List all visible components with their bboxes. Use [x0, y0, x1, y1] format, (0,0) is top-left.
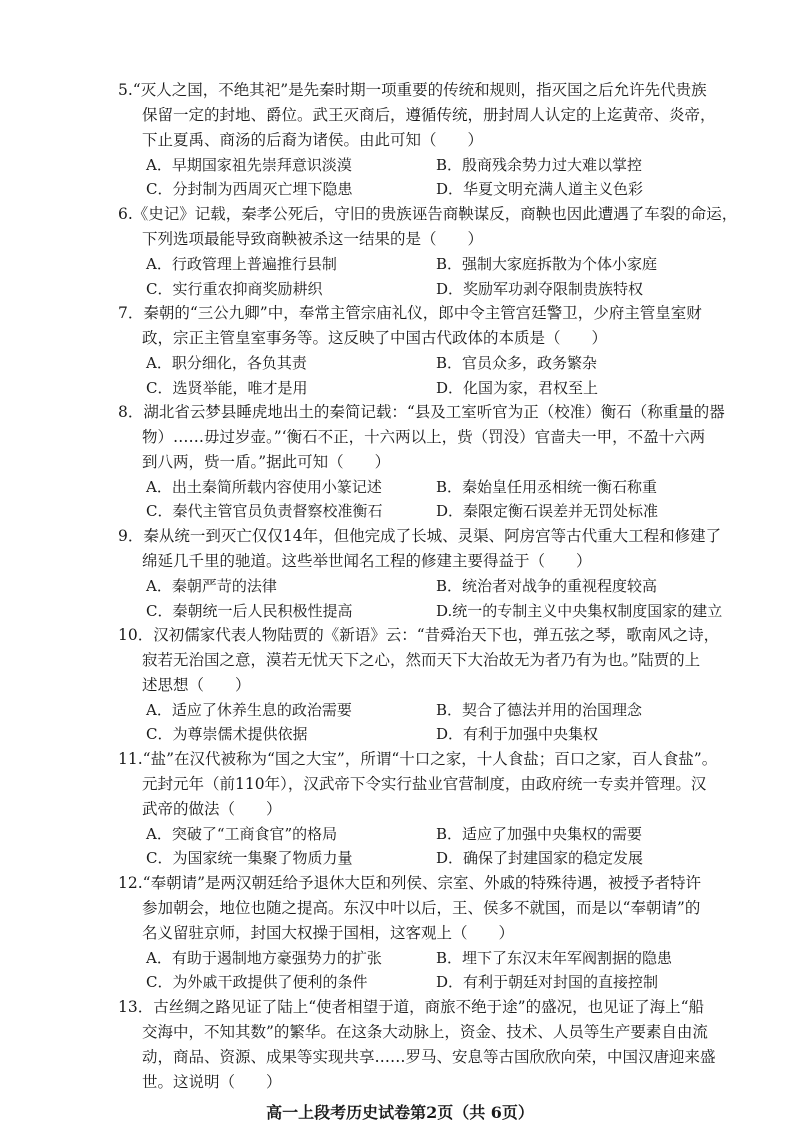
question-line: 物）……毋过岁壶。”‘衡石不正，十六两以上，赀（罚没）官啬夫一甲，不盈十六两: [142, 427, 706, 446]
question-line: 下列选项最能导致商鞅被杀这一结果的是（ ）: [142, 229, 484, 248]
option-a: A．突破了“工商食官”的格局: [146, 824, 338, 843]
option-a: A．秦朝严苛的法律: [146, 576, 277, 595]
option-row: [118, 179, 698, 199]
question-line: 交海中，不知其数”的繁华。在这条大动脉上，资金、技术、人员等生产要素自由流: [142, 1022, 708, 1041]
option-row: [118, 576, 698, 596]
option-b: B．适应了加强中央集权的需要: [436, 824, 643, 843]
question-8: [118, 402, 725, 526]
option-c: C．秦朝统一后人民积极性提高: [146, 601, 353, 620]
option-row: [118, 601, 723, 621]
option-d: D．华夏文明充满人道主义色彩: [436, 180, 644, 199]
option-a: A．早期国家祖先崇拜意识淡漠: [146, 155, 352, 174]
option-c: C．为外戚干政提供了便利的条件: [146, 973, 368, 992]
option-row: [118, 948, 698, 968]
option-d: D．化国为家，君权至上: [436, 378, 599, 397]
option-row: [118, 254, 698, 274]
question-line: 13．古丝绸之路见证了陆上“使者相望于道，商旅不绝于途”的盛况，也见证了海上“船: [118, 998, 704, 1016]
question-line: 元封元年（前110年），汉武帝下令实行盐业官营制度，由政府统一专卖并管理。汉: [142, 774, 707, 793]
option-row: [118, 279, 698, 299]
option-a: A．出土秦简所载内容使用小篆记述: [146, 477, 382, 496]
question-line: 6.《史记》记载，秦孝公死后，守旧的贵族诬告商鞅谋反，商鞅也因此遭遇了车裂的命运，: [118, 205, 738, 223]
option-b: B．殷商残余势力过大难以掌控: [436, 155, 643, 174]
option-d: D．秦限定衡石误差并无罚处标准: [436, 502, 659, 521]
option-a: A．行政管理上普遍推行县制: [146, 254, 337, 273]
question-line: 世。这说明（ ）: [142, 1072, 282, 1091]
question-line: 10．汉初儒家代表人物陆贾的《新语》云：“昔舜治天下也，弹五弦之琴，歌南风之诗，: [118, 626, 720, 644]
option-c: C．分封制为西周灭亡埋下隐患: [146, 180, 353, 199]
option-a: A．适应了休养生息的政治需要: [146, 700, 352, 719]
question-line: 武帝的做法（ ）: [142, 799, 282, 818]
option-c: C．为国家统一集聚了物质力量: [146, 849, 353, 868]
question-11: [118, 749, 718, 873]
question-line: 到八两，赀一盾。”据此可知（ ）: [142, 452, 391, 471]
option-row: [118, 155, 698, 175]
option-row: [118, 824, 698, 844]
option-b: B．埋下了东汉末年军阀割据的隐患: [436, 948, 673, 967]
option-row: [118, 501, 698, 521]
question-line: 9．秦从统一到灭亡仅仅14年，但他完成了长城、灵渠、阿房宫等古代重大工程和修建了: [118, 527, 722, 545]
option-row: [118, 724, 698, 744]
option-row: [118, 477, 698, 497]
option-c: C．秦代主管官员负责督察校准衡石: [146, 502, 383, 521]
option-c: C．为尊崇儒术提供依据: [146, 725, 308, 744]
question-5: [118, 80, 716, 204]
page-footer: 高一上段考历史试卷第2页（共 6页）: [266, 1103, 534, 1122]
question-line: 保留一定的封地、爵位。武王灭商后，遵循传统，册封周人认定的上迄黄帝、炎帝，: [142, 105, 716, 124]
question-line: 参加朝会，地位也随之提高。东汉中叶以后，王、侯多不就国，而是以“奉朝请”的: [142, 898, 701, 917]
question-line: 8．湖北省云梦县睡虎地出土的秦简记载：“县及工室听官为正（校准）衡石（称重量的器: [118, 403, 725, 421]
option-d: D．确保了封建国家的稳定发展: [436, 849, 644, 868]
question-line: 11.“盐”在汉代被称为“国之大宝”，所谓“十口之家，十人食盐；百口之家，百人食盐”。: [118, 750, 718, 768]
option-b: B．强制大家庭拆散为个体小家庭: [436, 254, 658, 273]
option-d: D．奖励军功剥夺限制贵族特权: [436, 279, 644, 298]
question-line: 寂若无治国之意，漠若无忧天下之心，然而天下大治故无为者乃有为也。”陆贾的上: [142, 650, 701, 669]
question-line: 动，商品、资源、成果等实现共享……罗马、安息等古国欣欣向荣，中国汉唐迎来盛: [142, 1047, 716, 1066]
option-d: D.统一的专制主义中央集权制度国家的建立: [436, 601, 723, 620]
question-12: [118, 873, 702, 997]
question-line: 政，宗正主管皇室事务等。这反映了中国古代政体的本质是（ ）: [142, 328, 608, 347]
question-line: 5.“灭人之国，不绝其祀”是先秦时期一项重要的传统和规则，指灭国之后允许先代贵族: [118, 81, 707, 99]
question-9: [118, 526, 723, 625]
option-d: D．有利于朝廷对封国的直接控制: [436, 973, 659, 992]
question-line: 述思想（ ）: [142, 675, 251, 694]
question-7: [118, 303, 702, 402]
option-row: [118, 848, 698, 868]
question-line: 下止夏禹、商汤的后裔为诸侯。由此可知（ ）: [142, 130, 484, 149]
option-row: [118, 353, 698, 373]
question-10: [118, 625, 720, 749]
question-line: 名义留驻京师，封国大权操于国相，这客观上（ ）: [142, 923, 515, 942]
question-line: 绵延几千里的驰道。这些举世闻名工程的修建主要得益于（ ）: [142, 551, 592, 570]
option-a: A．有助于遏制地方豪强势力的扩张: [146, 948, 382, 967]
question-line: 12.“奉朝请”是两汉朝廷给予退休大臣和列侯、宗室、外戚的特殊待遇，被授予者特许: [118, 874, 702, 892]
option-b: B．统治者对战争的重视程度较高: [436, 576, 658, 595]
option-a: A．职分细化，各负其责: [146, 353, 307, 372]
option-row: [118, 378, 698, 398]
option-row: [118, 972, 698, 992]
option-b: B．秦始皇任用丞相统一衡石称重: [436, 477, 658, 496]
question-6: [118, 204, 738, 303]
option-d: D．有利于加强中央集权: [436, 725, 599, 744]
option-c: C．实行重农抑商奖励耕织: [146, 279, 323, 298]
option-b: B．官员众多，政务繁杂: [436, 353, 598, 372]
question-line: 7．秦朝的“三公九卿”中，奉常主管宗庙礼仪，郎中令主管宫廷警卫，少府主管皇室财: [118, 304, 702, 322]
option-row: [118, 700, 698, 720]
question-13: [118, 997, 716, 1096]
option-b: B．契合了德法并用的治国理念: [436, 700, 643, 719]
option-c: C．选贤举能，唯才是用: [146, 378, 308, 397]
